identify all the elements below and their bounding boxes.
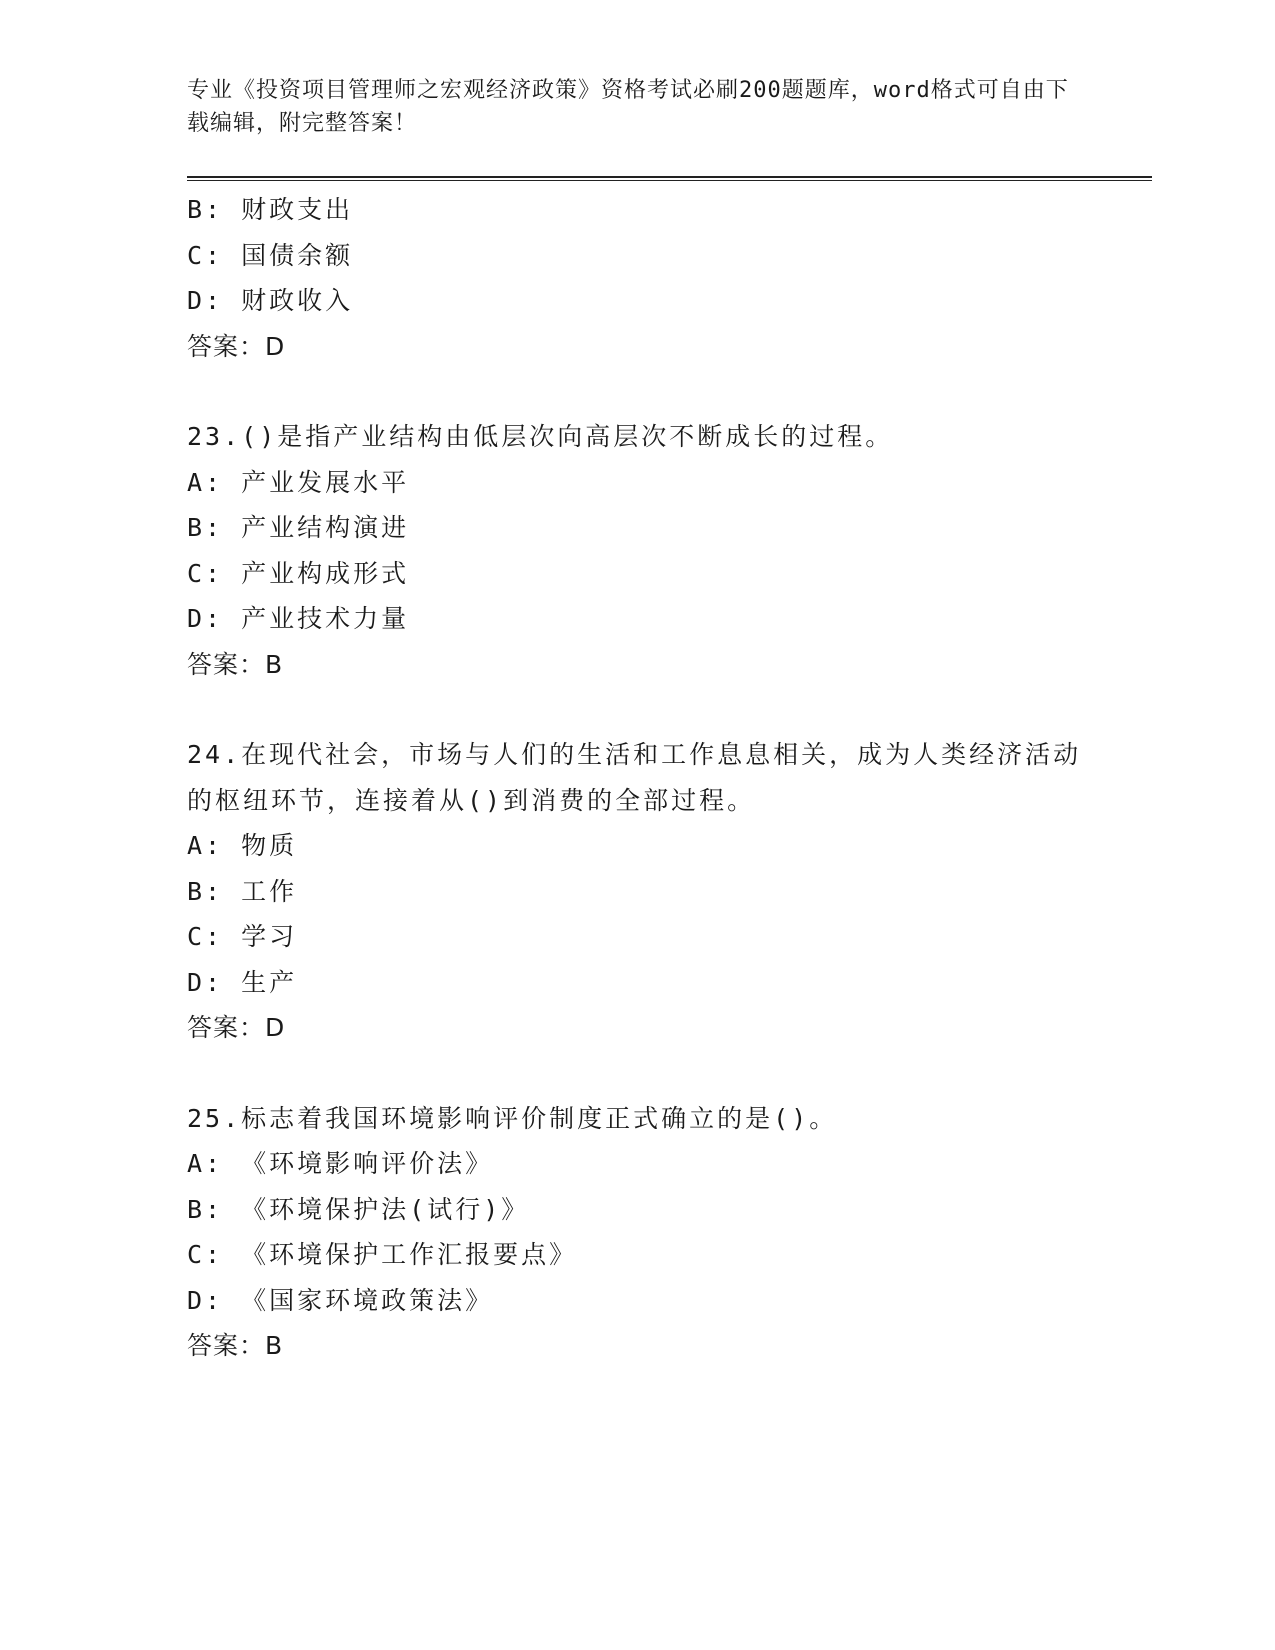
question-text: 24.在现代社会，市场与人们的生活和工作息息相关，成为人类经济活动的枢纽环节，连接着从()到消费的全部过程。	[187, 740, 1082, 815]
question-block-23	[187, 414, 1087, 687]
option-c: C: 产业构成形式	[187, 558, 410, 588]
answer-line: 答案：D	[187, 331, 286, 361]
question-block-22	[187, 187, 1087, 369]
option-b: B: 《环境保护法(试行)》	[187, 1194, 530, 1224]
question-block-24	[187, 732, 1087, 1051]
option-a: A: 物质	[187, 831, 298, 860]
answer-line: 答案：B	[187, 1331, 284, 1360]
option-d: D: 产业技术力量	[187, 604, 410, 633]
question-text: 23.()是指产业结构由低层次向高层次不断成长的过程。	[187, 422, 894, 451]
question-block-25	[187, 1096, 1087, 1369]
option-d: D: 生产	[187, 967, 298, 997]
option-c: C: 学习	[187, 922, 298, 951]
question-list	[187, 187, 1087, 1369]
document-header	[187, 74, 1087, 140]
option-b: B: 工作	[187, 876, 298, 906]
answer-line: 答案：B	[187, 649, 284, 679]
header-divider	[187, 176, 1152, 181]
option-c: C: 国债余额	[187, 240, 354, 270]
option-c: C: 《环境保护工作汇报要点》	[187, 1240, 578, 1269]
question-text: 25.标志着我国环境影响评价制度正式确立的是()。	[187, 1103, 838, 1133]
answer-line: 答案：D	[187, 1013, 286, 1042]
option-b: B: 财政支出	[187, 195, 354, 224]
option-b: B: 产业结构演进	[187, 513, 410, 542]
option-a: A: 《环境影响评价法》	[187, 1149, 494, 1178]
header-title: 专业《投资项目管理师之宏观经济政策》资格考试必刷200题题库，word格式可自由下载编辑，附完整答案！	[187, 78, 1069, 136]
option-d: D: 财政收入	[187, 286, 354, 315]
option-d: D: 《国家环境政策法》	[187, 1285, 494, 1315]
option-a: A: 产业发展水平	[187, 467, 410, 497]
